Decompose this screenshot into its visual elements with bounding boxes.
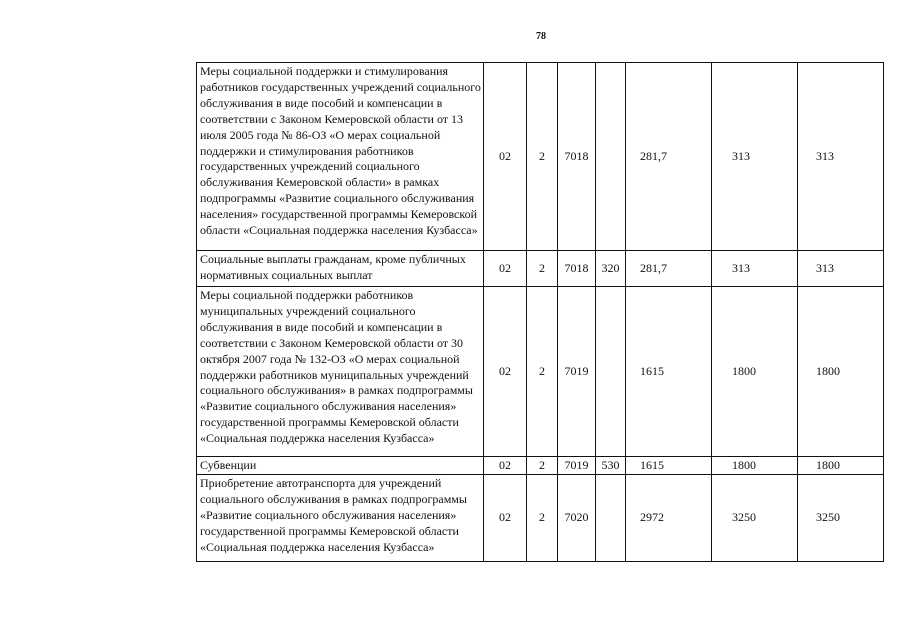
table-row bbox=[197, 287, 884, 457]
table-row bbox=[197, 457, 884, 475]
row-expense-type: 320 bbox=[596, 251, 626, 287]
table-row bbox=[197, 251, 884, 287]
row-subsection: 2 bbox=[527, 287, 558, 457]
row-name: Приобретение автотранспорта для учреждений социального обслуживания в рамках подпрограммы «Развитие социального обслуживания населения» государственной программы Кемеровской области «Социальная поддержка населения Кузбасса» bbox=[197, 475, 484, 562]
row-name: Субвенции bbox=[197, 457, 484, 475]
row-amount-2: 3250 bbox=[712, 475, 798, 562]
page-number-text: 78 bbox=[536, 31, 546, 42]
row-section: 02 bbox=[484, 63, 527, 251]
row-section: 02 bbox=[484, 457, 527, 475]
row-name: Меры социальной поддержки и стимулирования работников государственных учреждений социального обслуживания в виде пособий и компенсации в соответствии с Законом Кемеровской области от 13 июля 2005 года № 86-ОЗ «О мерах социальной поддержки и стимулирования работников государственных учреждений социального обслуживания Кемеровской области» в рамках подпрограммы «Развитие социального обслуживания населения» государственной программы Кемеровской области «Социальная поддержка населения Кузбасса» bbox=[197, 63, 484, 251]
row-subsection: 2 bbox=[527, 475, 558, 562]
row-amount-3: 313 bbox=[798, 63, 884, 251]
row-amount-2: 1800 bbox=[712, 457, 798, 475]
row-amount-1: 1615 bbox=[626, 287, 712, 457]
row-expense-type bbox=[596, 287, 626, 457]
row-subsection: 2 bbox=[527, 457, 558, 475]
row-amount-2: 313 bbox=[712, 63, 798, 251]
row-target: 7020 bbox=[558, 475, 596, 562]
row-amount-3: 1800 bbox=[798, 457, 884, 475]
row-amount-1: 281,7 bbox=[626, 63, 712, 251]
row-expense-type: 530 bbox=[596, 457, 626, 475]
row-section: 02 bbox=[484, 475, 527, 562]
row-subsection: 2 bbox=[527, 251, 558, 287]
budget-table bbox=[196, 62, 884, 562]
row-amount-3: 3250 bbox=[798, 475, 884, 562]
row-amount-1: 281,7 bbox=[626, 251, 712, 287]
row-expense-type bbox=[596, 63, 626, 251]
row-section: 02 bbox=[484, 287, 527, 457]
row-target: 7019 bbox=[558, 287, 596, 457]
row-amount-1: 1615 bbox=[626, 457, 712, 475]
row-subsection: 2 bbox=[527, 63, 558, 251]
row-amount-3: 1800 bbox=[798, 287, 884, 457]
row-amount-2: 1800 bbox=[712, 287, 798, 457]
table-row bbox=[197, 63, 884, 251]
row-name: Меры социальной поддержки работников муниципальных учреждений социального обслуживания в виде пособий и компенсации в соответствии с Законом Кемеровской области от 30 октября 2007 года № 132-ОЗ «О мерах социальной поддержки работников муниципальных учреждений социального обслуживания» в рамках подпрограммы «Развитие социального обслуживания населения» государственной программы Кемеровской области «Социальная поддержка населения Кузбасса» bbox=[197, 287, 484, 457]
row-amount-3: 313 bbox=[798, 251, 884, 287]
row-section: 02 bbox=[484, 251, 527, 287]
row-amount-2: 313 bbox=[712, 251, 798, 287]
row-target: 7018 bbox=[558, 63, 596, 251]
row-amount-1: 2972 bbox=[626, 475, 712, 562]
table-row bbox=[197, 475, 884, 562]
row-name: Социальные выплаты гражданам, кроме публичных нормативных социальных выплат bbox=[197, 251, 484, 287]
row-expense-type bbox=[596, 475, 626, 562]
row-target: 7019 bbox=[558, 457, 596, 475]
row-target: 7018 bbox=[558, 251, 596, 287]
